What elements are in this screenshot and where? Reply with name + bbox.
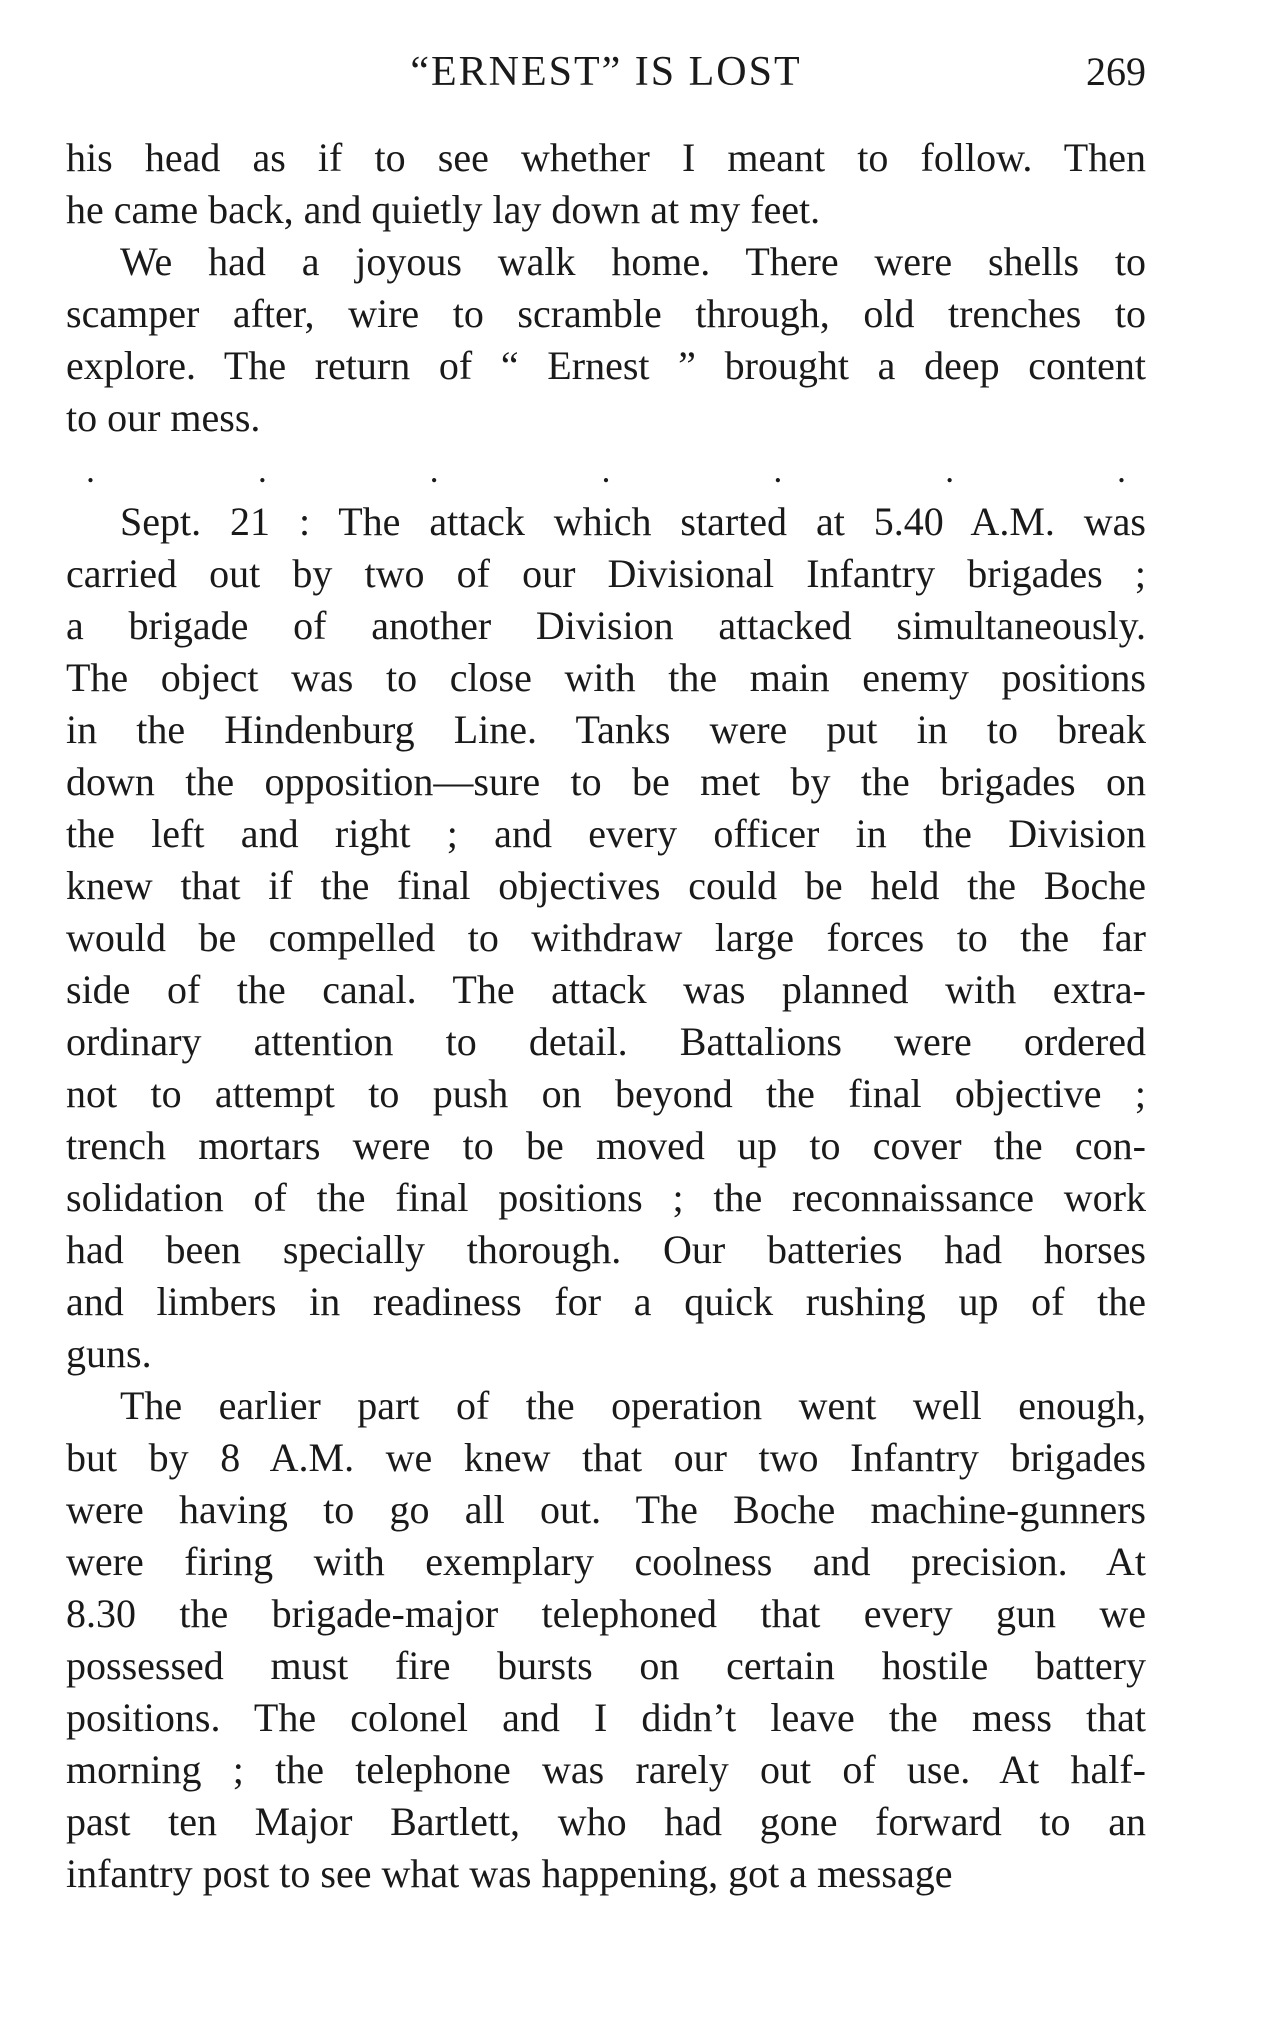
text-line: morning ; the telephone was rarely out of use. At half- <box>66 1747 1146 1792</box>
text-line: guns. <box>66 1331 152 1376</box>
text-line: past ten Major Bartlett, who had gone forward to an <box>66 1799 1146 1844</box>
text-line: had been specially thorough. Our batteries had horses <box>66 1227 1146 1272</box>
text-line: would be compelled to withdraw large forces to the far <box>66 915 1146 960</box>
text-line: positions. The colonel and I didn’t leave the mess that <box>66 1695 1146 1740</box>
text-line: infantry post to see what was happening, got a message <box>66 1851 953 1896</box>
paragraph <box>66 1380 1146 1900</box>
paragraph-group-1 <box>66 132 1146 444</box>
text-line: not to attempt to push on beyond the final objective ; <box>66 1071 1146 1116</box>
section-dot: . <box>429 450 439 490</box>
text-line: knew that if the final objectives could be held the Boche <box>66 863 1146 908</box>
text-line: but by 8 A.M. we knew that our two Infantry brigades <box>66 1435 1146 1480</box>
running-head <box>66 40 1146 110</box>
paragraph-group-2 <box>66 496 1146 1900</box>
text-line: to our mess. <box>66 395 261 440</box>
text-line: and limbers in readiness for a quick rushing up of the <box>66 1279 1146 1324</box>
text-line: a brigade of another Division attacked simultaneously. <box>66 603 1146 648</box>
section-break <box>66 444 1146 496</box>
paragraph <box>66 236 1146 444</box>
paragraph <box>66 132 1146 236</box>
text-line: explore. The return of “ Ernest ” brought a deep content <box>66 343 1146 388</box>
text-line: ordinary attention to detail. Battalions were ordered <box>66 1019 1146 1064</box>
text-line: the left and right ; and every officer in the Division <box>66 811 1146 856</box>
page-number: 269 <box>1086 49 1146 94</box>
text-line: Sept. 21 : The attack which started at 5.40 A.M. was <box>120 499 1146 544</box>
text-line: trench mortars were to be moved up to cover the con- <box>66 1123 1146 1168</box>
text-line: he came back, and quietly lay down at my feet. <box>66 187 821 232</box>
text-line: The earlier part of the operation went well enough, <box>120 1383 1146 1428</box>
book-page <box>66 40 1146 1900</box>
text-line: down the opposition—sure to be met by the brigades on <box>66 759 1146 804</box>
text-line: We had a joyous walk home. There were shells to <box>120 239 1146 284</box>
section-dot: . <box>257 450 267 490</box>
section-dot: . <box>945 450 955 490</box>
text-line: solidation of the final positions ; the reconnaissance work <box>66 1175 1146 1220</box>
text-line: possessed must fire bursts on certain hostile battery <box>66 1643 1146 1688</box>
text-line: The object was to close with the main enemy positions <box>66 655 1146 700</box>
section-dot: . <box>86 450 95 490</box>
text-line: were having to go all out. The Boche machine-gunners <box>66 1487 1146 1532</box>
body-text <box>66 132 1146 1900</box>
section-dot: . <box>773 450 783 490</box>
text-line: scamper after, wire to scramble through, old trenches to <box>66 291 1146 336</box>
section-dot: . <box>601 450 611 490</box>
text-line: were firing with exemplary coolness and precision. At <box>66 1539 1146 1584</box>
text-line: carried out by two of our Divisional Infantry brigades ; <box>66 551 1146 596</box>
text-line: side of the canal. The attack was planned with extra- <box>66 967 1146 1012</box>
text-line: in the Hindenburg Line. Tanks were put in to break <box>66 707 1146 752</box>
paragraph <box>66 496 1146 1380</box>
running-title: “ERNEST” IS LOST <box>410 49 802 95</box>
text-line: his head as if to see whether I meant to follow. Then <box>66 135 1146 180</box>
text-line: 8.30 the brigade-major telephoned that every gun we <box>66 1591 1146 1636</box>
section-dot: . <box>1116 450 1126 490</box>
